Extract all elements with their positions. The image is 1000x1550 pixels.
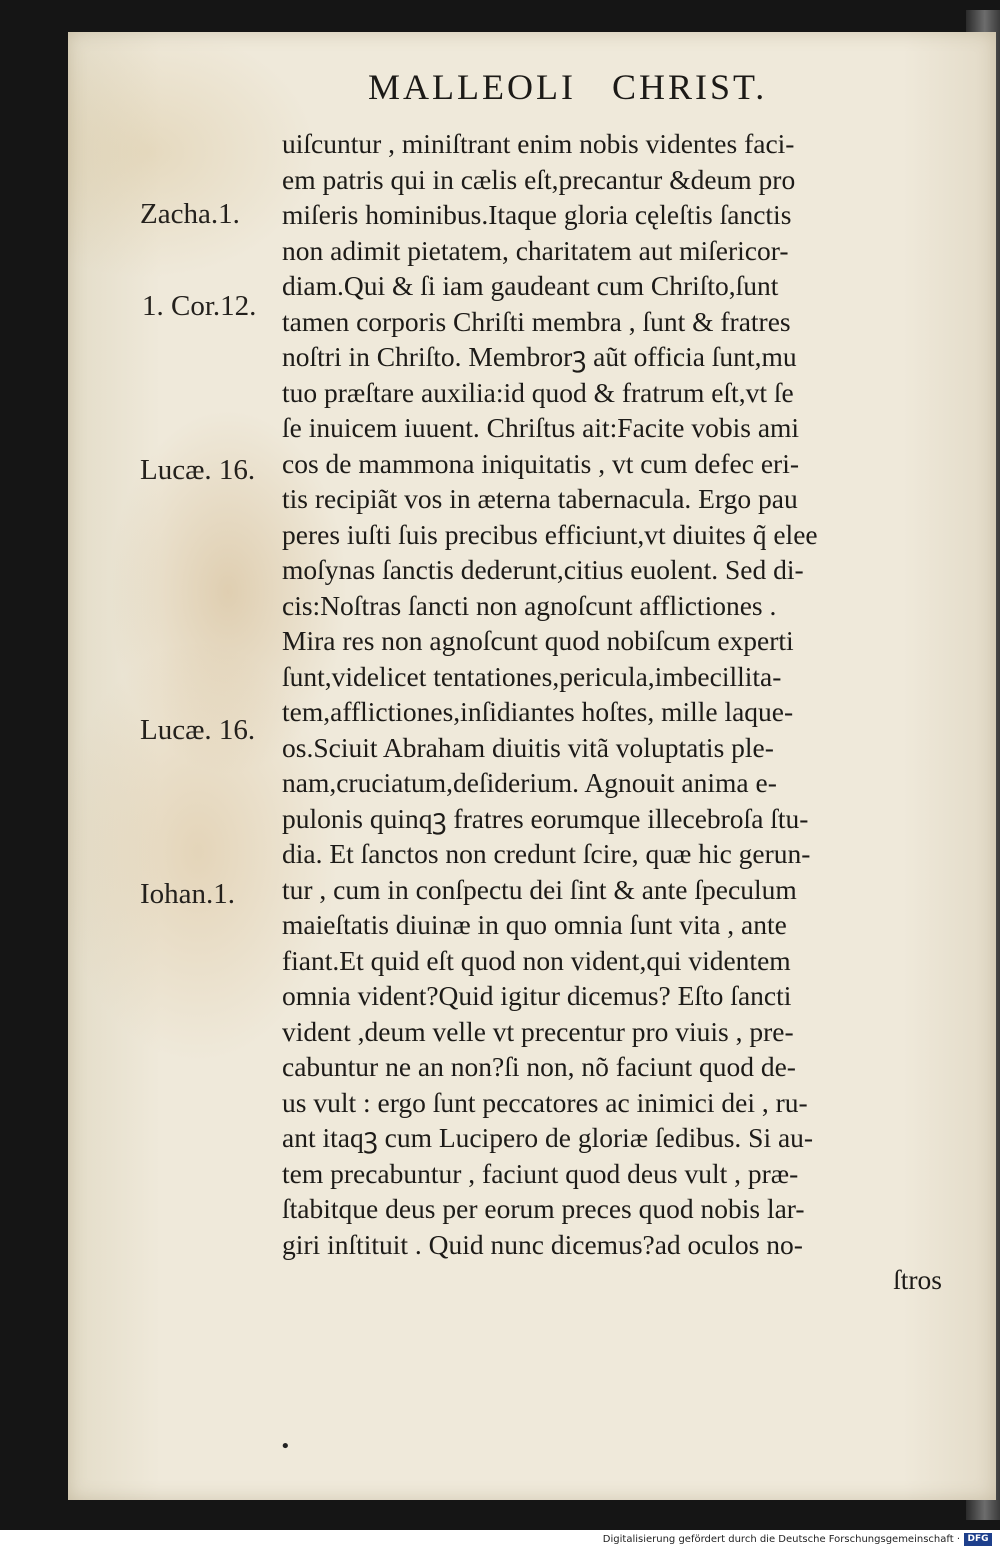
text-line: non adimit pietatem, charitatem aut miſericor- [282,234,789,266]
text-line: pulonis quinqꝫ fratres eorumque illecebroſa ſtu- [282,802,809,834]
text-line: ſtabitque deus per eorum preces quod nobis lar- [282,1193,805,1224]
text-line: cos de mammona iniquitatis , vt cum defec eri- [282,447,799,479]
text-line: fiant.Et quid eſt quod non vident,qui videntem [282,944,791,976]
digitization-credit: Digitalisierung gefördert durch die Deutsche Forschungsgemeinschaft · [602,1534,960,1545]
text-line: ſe inuicem iuuent. Chriſtus ait:Facite vobis ami [282,412,800,443]
text-line: dia. Et ſanctos non credunt ſcire, quæ hic gerun- [282,838,811,869]
margin-note-lucae-2: Lucæ. 16. [140,714,256,746]
margin-note-zacha: Zacha.1. [140,198,240,230]
margin-note-iohan: Iohan.1. [140,878,236,910]
text-line: cabuntur ne an non?ſi non, nõ faciunt quod de- [282,1051,796,1082]
text-line: tur , cum in conſpectu dei ſint & ante ſpeculum [282,873,797,905]
text-line: cis:Noſtras ſancti non agnoſcunt afflictiones . [282,589,777,621]
text-line: em patris qui in cælis eſt,precantur &deum pro [282,163,796,195]
book-page [68,32,996,1500]
text-line: maieſtatis diuinæ in quo omnia ſunt vita , ante [282,909,787,940]
text-line: nam,cruciatum,deſiderium. Agnouit anima e- [282,767,777,798]
text-line: ant itaqꝫ cum Lucipero de gloriæ ſedibus. Si au- [282,1122,814,1153]
text-line: diam.Qui & ſi iam gaudeant cum Chriſto,ſunt [282,270,779,301]
text-line: tamen corporis Chriſti membra , ſunt & fratres [282,305,791,337]
text-line: os.Sciuit Abraham diuitis vitã voluptatis ple- [282,731,774,763]
text-line: tem,afflictiones,inſidiantes hoſtes, mille laque- [282,696,794,727]
signature-mark: • [280,1436,291,1457]
text-line: tem precabuntur , faciunt quod deus vult , præ- [282,1157,799,1189]
body-text [282,126,942,1298]
text-line: peres iuſti ſuis precibus efficiunt,vt diuites q̃ elee [282,518,818,550]
text-line: vident ,deum velle vt precentur pro viuis , pre- [282,1015,794,1047]
margin-notes [68,32,278,1500]
text-line: noſtri in Chriſto. Membrorꝫ aũt officia ſunt,mu [282,341,797,372]
dfg-logo: DFG [964,1533,992,1546]
text-line: miſeris hominibus.Itaque gloria cęleſtis ſanctis [282,199,792,230]
text-line: us vult : ergo ſunt peccatores ac inimici dei , ru- [282,1086,808,1118]
catchword: ſtros [893,1264,942,1295]
text-line: ſunt,videlicet tentationes,pericula,imbecillita- [282,660,782,692]
text-line: giri inſtituit . Quid nunc dicemus?ad oculos no- [282,1228,803,1260]
margin-note-cor: 1. Cor.12. [142,290,257,322]
text-line: tuo præſtare auxilia:id quod & fratrum eſt,vt ſe [282,376,794,408]
text-line: uiſcuntur , miniſtrant enim nobis videntes faci- [282,128,795,159]
text-line: omnia vident?Quid igitur dicemus? Eſto ſancti [282,980,792,1011]
margin-note-lucae-1: Lucæ. 16. [140,454,256,486]
text-line: moſynas ſanctis dederunt,citius euolent. Sed di- [282,554,804,585]
text-line: tis recipiãt vos in æterna tabernacula. Ergo pau [282,483,798,514]
running-head: MALLEOLI CHRIST. [368,67,768,107]
text-line: Mira res non agnoſcunt quod nobiſcum experti [282,625,794,656]
